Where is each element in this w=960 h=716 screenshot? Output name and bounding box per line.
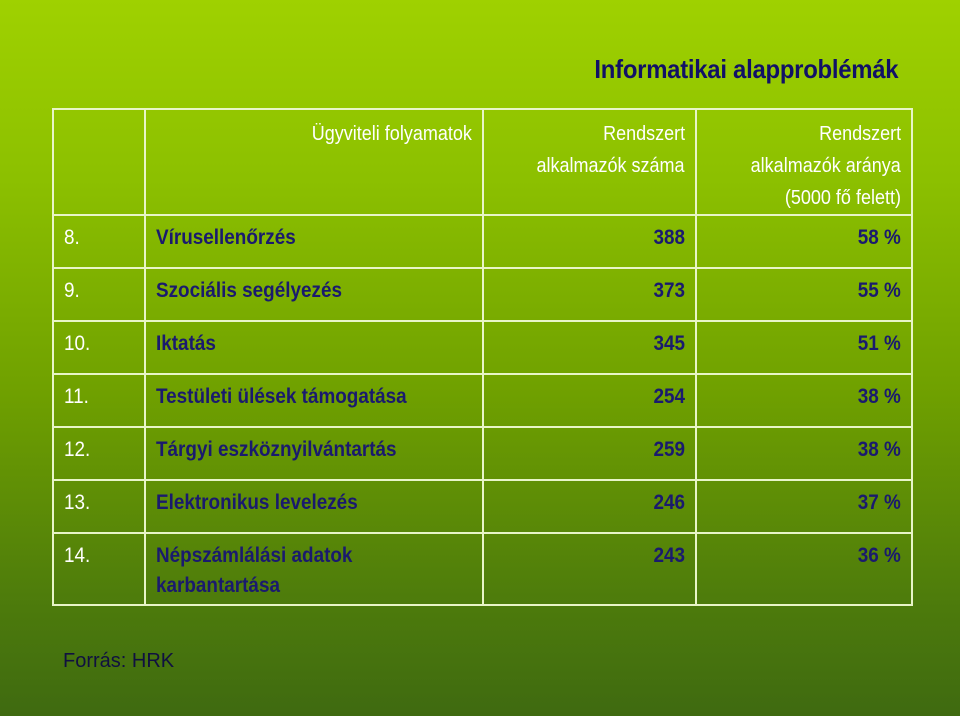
- row-number: 8.: [64, 226, 80, 249]
- row-name: Tárgyi eszköznyilvántartás: [156, 438, 397, 461]
- row-percent: 37 %: [857, 491, 901, 514]
- header-ratio-line2: alkalmazók aránya: [750, 155, 901, 177]
- table-row: [53, 427, 912, 480]
- table-row: [53, 533, 912, 605]
- row-name: Szociális segélyezés: [156, 279, 342, 302]
- header-count-line2: alkalmazók száma: [536, 155, 685, 177]
- row-count: 243: [653, 544, 685, 567]
- problems-table: [52, 108, 913, 606]
- row-percent: 38 %: [857, 385, 901, 408]
- row-name: Testületi ülések támogatása: [156, 385, 407, 408]
- header-process: Ügyviteli folyamatok: [311, 123, 472, 145]
- row-percent: 51 %: [857, 332, 901, 355]
- row-count: 345: [653, 332, 685, 355]
- row-count: 259: [653, 438, 685, 461]
- row-name: Iktatás: [156, 332, 216, 355]
- table-row: [53, 215, 912, 268]
- row-number: 12.: [64, 438, 91, 461]
- row-number: 14.: [64, 544, 91, 567]
- table-row: [53, 374, 912, 427]
- row-name-line2: karbantartása: [156, 574, 280, 597]
- row-count: 388: [653, 226, 685, 249]
- header-count-line1: Rendszert: [602, 123, 685, 145]
- row-number: 9.: [64, 279, 80, 302]
- table-row: [53, 268, 912, 321]
- row-count: 254: [653, 385, 685, 408]
- row-percent: 55 %: [857, 279, 901, 302]
- row-name-line1: Népszámlálási adatok: [156, 544, 353, 567]
- header-ratio-line3: (5000 fő felett): [784, 187, 901, 209]
- row-percent: 38 %: [857, 438, 901, 461]
- header-ratio-line1: Rendszert: [818, 123, 901, 145]
- row-number: 10.: [64, 332, 91, 355]
- row-percent: 58 %: [857, 226, 901, 249]
- table-header-row: [53, 109, 912, 215]
- row-count: 246: [653, 491, 685, 514]
- header-process-cell: [145, 109, 483, 215]
- source-note: Forrás: HRK: [63, 650, 175, 672]
- row-percent: 36 %: [857, 544, 901, 567]
- table-row: [53, 480, 912, 533]
- row-number: 11.: [64, 385, 89, 408]
- row-count: 373: [653, 279, 685, 302]
- header-count-cell: [483, 109, 696, 215]
- row-number: 13.: [64, 491, 91, 514]
- table-row: [53, 321, 912, 374]
- row-name: Elektronikus levelezés: [156, 491, 358, 514]
- row-name: Vírusellenőrzés: [156, 226, 296, 249]
- header-ratio-cell: [696, 109, 912, 215]
- header-num-cell: [53, 109, 145, 215]
- page-title: Informatikai alapproblémák: [594, 54, 898, 84]
